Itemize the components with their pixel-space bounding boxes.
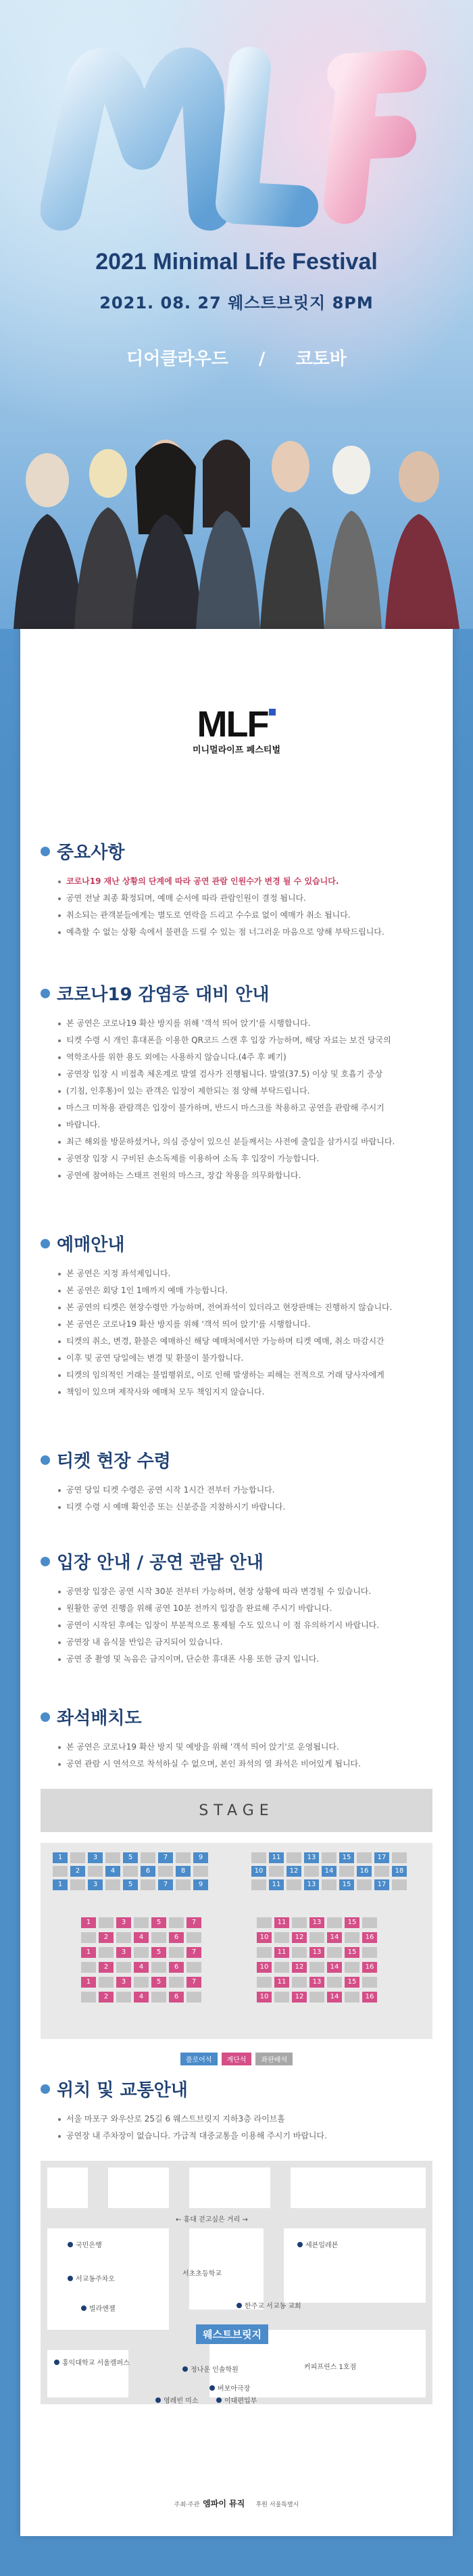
seat xyxy=(362,1947,377,1958)
seating-chart xyxy=(41,1789,432,2073)
seat xyxy=(392,1852,407,1863)
seat: 2 xyxy=(99,1932,114,1943)
seat xyxy=(274,1962,289,1973)
list-item: 티켓의 취소, 변경, 환불은 예매하신 해당 예매처에서만 가능하며 티켓 예매, 취소 마감시간 xyxy=(58,1333,432,1350)
seat xyxy=(176,1879,191,1890)
list-item: 공연 관람 시 연석으로 착석하실 수 없으며, 본인 좌석의 열 좌석은 비어있게 됩니다. xyxy=(58,1756,432,1773)
seat xyxy=(257,1947,272,1958)
section-title: 티켓 현장 수령 xyxy=(57,1451,171,1472)
list-item: 본 공연은 코로나19 확산 방지 및 예방을 위해 '객석 띄어 앉기'로 운영됩니다. xyxy=(58,1739,432,1756)
seat: 6 xyxy=(169,1932,184,1943)
seat xyxy=(141,1852,155,1863)
seat: 6 xyxy=(169,1962,184,1973)
seat xyxy=(169,1947,184,1958)
seat: 13 xyxy=(304,1879,319,1890)
poi-hongik: 홍익대학교 서울캠퍼스 xyxy=(54,2357,130,2367)
seat: 7 xyxy=(186,1947,201,1958)
logo-subtitle: 미니멀라이프 페스티벌 xyxy=(192,745,281,755)
seat xyxy=(123,1866,138,1877)
legend-floor: 플로어석 xyxy=(180,2053,218,2065)
seat: 3 xyxy=(116,1947,131,1958)
artist-divider: / xyxy=(258,349,266,369)
seat: 11 xyxy=(274,1947,289,1958)
seat xyxy=(322,1879,337,1890)
seat xyxy=(309,1962,324,1973)
section-title: 예매안내 xyxy=(57,1235,125,1255)
section-bullet-icon xyxy=(41,2084,50,2094)
seat xyxy=(287,1852,301,1863)
poi-academy: 정나운 인솔학원 xyxy=(182,2364,239,2374)
seat xyxy=(287,1879,301,1890)
artist-1: 디어클라우드 xyxy=(126,349,228,369)
seat: 13 xyxy=(304,1852,319,1863)
section-bullet-icon xyxy=(41,989,50,998)
seat: 3 xyxy=(88,1852,103,1863)
location-map xyxy=(41,2161,432,2411)
list-item: 공연장 내 음식물 반입은 금지되어 있습니다. xyxy=(58,1634,432,1651)
map-top-label: ← 홍대 걷고싶은 거리 → xyxy=(176,2216,248,2224)
seat xyxy=(88,1866,103,1877)
seat xyxy=(81,1932,96,1943)
seat xyxy=(274,1992,289,2003)
list-item: 바랍니다. xyxy=(58,1117,432,1133)
seat xyxy=(274,1932,289,1943)
seat xyxy=(141,1879,155,1890)
legend-blocked: 좌판배석 xyxy=(255,2053,293,2065)
section-booking xyxy=(41,1231,432,1401)
list-item: 공연에 참여하는 스태프 전원의 마스크, 장갑 착용을 의무화합니다. xyxy=(58,1167,432,1184)
seat xyxy=(292,1947,307,1958)
list-item: 공연 중 촬영 및 녹음은 금지이며, 단순한 휴대폰 사용 또한 금지 입니다. xyxy=(58,1651,432,1668)
seat xyxy=(292,1977,307,1988)
list-item: 이후 및 공연 당일에는 변경 및 환불이 불가합니다. xyxy=(58,1350,432,1367)
seat xyxy=(357,1852,372,1863)
seat xyxy=(81,1992,96,2003)
section-bullet-icon xyxy=(41,847,50,856)
seat: 16 xyxy=(362,1992,377,2003)
seat: 3 xyxy=(116,1917,131,1928)
list-item: 본 공연은 지정 좌석제입니다. xyxy=(58,1265,432,1282)
seat: 7 xyxy=(158,1852,173,1863)
list-item: (기침, 인후통)이 있는 관객은 입장이 제한되는 점 양해 부탁드립니다. xyxy=(58,1083,432,1100)
seat xyxy=(322,1852,337,1863)
list-item: 서울 마포구 와우산로 25길 6 웨스트브릿지 지하3층 라이브홀 xyxy=(58,2111,432,2128)
seat xyxy=(186,1932,201,1943)
festival-title: 2021 Minimal Life Festival xyxy=(95,249,378,275)
seat: 14 xyxy=(327,1992,342,2003)
mlf-3d-logo xyxy=(41,20,432,237)
section-title: 중요사항 xyxy=(57,843,125,863)
entry-list xyxy=(41,1583,432,1668)
seat: 5 xyxy=(123,1852,138,1863)
seat: 10 xyxy=(257,1932,272,1943)
seat xyxy=(169,1917,184,1928)
seat: 15 xyxy=(339,1852,354,1863)
important-list xyxy=(41,873,432,941)
info-card xyxy=(20,629,453,2536)
poi-kookmin: 국민은행 xyxy=(68,2239,102,2249)
seat: 6 xyxy=(141,1866,155,1877)
seat xyxy=(151,1962,166,1973)
section-covid xyxy=(41,981,432,1184)
list-item: 공연장 입장 시 비접촉 체온계로 발열 검사가 진행됩니다. 발열(37.5) 이상 및 호흡기 증상 xyxy=(58,1066,432,1083)
location-list xyxy=(41,2111,432,2145)
section-pickup xyxy=(41,1447,432,1516)
list-item: 티켓의 임의적인 거래는 불법행위로, 이로 인해 발생하는 피해는 전적으로 거래 당사자에게 xyxy=(58,1367,432,1384)
seat: 1 xyxy=(81,1977,96,1988)
seat xyxy=(70,1879,85,1890)
seat xyxy=(309,1932,324,1943)
seat: 7 xyxy=(186,1917,201,1928)
list-item: 예측할 수 없는 상황 속에서 불편을 드릴 수 있는 점 너그러운 마음으로 양해 부탁드립니다. xyxy=(58,924,432,941)
seat xyxy=(151,1932,166,1943)
seat: 4 xyxy=(105,1866,120,1877)
seat xyxy=(257,1917,272,1928)
seat: 5 xyxy=(151,1977,166,1988)
seat: 12 xyxy=(287,1866,301,1877)
seat: 16 xyxy=(362,1932,377,1943)
poi-parking: 서교동주차오 xyxy=(68,2273,115,2283)
seat xyxy=(357,1879,372,1890)
list-item: 티켓 수령 시 예매 확인증 또는 신분증을 지참하시기 바랍니다. xyxy=(58,1499,432,1516)
seat: 9 xyxy=(193,1852,208,1863)
seat-legend xyxy=(41,2053,432,2065)
seat xyxy=(251,1852,266,1863)
seat: 16 xyxy=(357,1866,372,1877)
list-item: 공연장 내 주차장이 없습니다. 가급적 대중교통을 이용해 주시기 바랍니다. xyxy=(58,2128,432,2145)
seat xyxy=(158,1866,173,1877)
seat xyxy=(339,1866,354,1877)
seating-list xyxy=(41,1739,432,1773)
seat: 13 xyxy=(309,1947,324,1958)
seat xyxy=(70,1852,85,1863)
list-item: 공연이 시작된 후에는 입장이 부분적으로 통제될 수도 있으니 이 점 유의하기시 바랍니다. xyxy=(58,1617,432,1634)
seat: 5 xyxy=(151,1947,166,1958)
seat: 1 xyxy=(81,1917,96,1928)
seat: 15 xyxy=(345,1917,359,1928)
seat xyxy=(392,1879,407,1890)
venue-marker: 웨스트브릿지 xyxy=(196,2324,268,2344)
seat xyxy=(327,1917,342,1928)
section-title: 코로나19 감염증 대비 안내 xyxy=(57,985,270,1005)
section-seating xyxy=(41,1704,432,2073)
list-item: 취소되는 관객분들에게는 별도로 연락을 드리고 수수료 없이 예매가 취소 됩니다. xyxy=(58,907,432,924)
section-entry xyxy=(41,1549,432,1668)
section-bullet-icon xyxy=(41,1239,50,1248)
seat: 1 xyxy=(53,1879,68,1890)
seat xyxy=(134,1917,149,1928)
seat xyxy=(374,1866,389,1877)
list-item: 본 공연의 티켓은 현장수령만 가능하며, 전여좌석이 있더라고 현장판매는 진행하지 않습니다. xyxy=(58,1299,432,1316)
seat xyxy=(362,1977,377,1988)
seat: 2 xyxy=(99,1962,114,1973)
seat: 6 xyxy=(169,1992,184,2003)
section-important xyxy=(41,839,432,941)
booking-list xyxy=(41,1265,432,1401)
seat: 4 xyxy=(134,1992,149,2003)
poi-church: 한주교 서교동 교회 xyxy=(236,2300,301,2310)
section-title: 위치 및 교통안내 xyxy=(57,2080,188,2101)
seat xyxy=(269,1866,284,1877)
section-bullet-icon xyxy=(41,1712,50,1722)
seat: 1 xyxy=(53,1852,68,1863)
seat: 9 xyxy=(193,1879,208,1890)
poi-theater: 버보아극장 xyxy=(209,2383,250,2393)
seat xyxy=(99,1977,114,1988)
seat xyxy=(99,1917,114,1928)
seat: 5 xyxy=(123,1879,138,1890)
poi-school: 서초초등학교 xyxy=(182,2270,222,2278)
seat-map xyxy=(41,1843,432,2039)
seat: 14 xyxy=(327,1932,342,1943)
seat: 2 xyxy=(99,1992,114,2003)
seat xyxy=(105,1879,120,1890)
seat xyxy=(134,1977,149,1988)
seat xyxy=(257,1977,272,1988)
seat: 14 xyxy=(327,1962,342,1973)
list-item: 본 공연은 회당 1인 1매까지 예매 가능합니다. xyxy=(58,1282,432,1299)
artist-group-photo xyxy=(0,379,473,629)
seat xyxy=(151,1992,166,2003)
poi-edu: 이대편입부 xyxy=(216,2395,257,2405)
list-item: 역학조사를 위한 용도 외에는 사용하지 않습니다.(4주 후 폐기) xyxy=(58,1049,432,1066)
section-title: 입장 안내 / 공연 관람 안내 xyxy=(57,1553,264,1573)
seat xyxy=(193,1866,208,1877)
list-item: 최근 해외를 방문하셨거나, 의심 증상이 있으신 분들께서는 사전에 출입을 삼가시길 바랍니다. xyxy=(58,1133,432,1150)
seat: 10 xyxy=(251,1866,266,1877)
poi-coffee-prince: 커피프린스 1호점 xyxy=(304,2364,357,2371)
seat xyxy=(345,1992,359,2003)
seat: 10 xyxy=(257,1992,272,2003)
seat: 15 xyxy=(345,1977,359,1988)
seat xyxy=(345,1962,359,1973)
seat xyxy=(309,1992,324,2003)
seat xyxy=(81,1962,96,1973)
seat: 12 xyxy=(292,1932,307,1943)
seat xyxy=(186,1962,201,1973)
seat: 17 xyxy=(374,1879,389,1890)
seat xyxy=(53,1866,68,1877)
poi-villa: 빌라엔젤 xyxy=(81,2303,116,2313)
seat: 11 xyxy=(269,1852,284,1863)
seat: 1 xyxy=(81,1947,96,1958)
list-item: 마스크 미착용 관람객은 입장이 불가하며, 반드시 마스크를 착용하고 공연을 관람해 주시기 xyxy=(58,1100,432,1117)
seat: 3 xyxy=(116,1977,131,1988)
seat: 11 xyxy=(274,1917,289,1928)
poi-mpyeon: 영레빈 미소 xyxy=(155,2395,198,2405)
seat: 7 xyxy=(158,1879,173,1890)
seat xyxy=(176,1852,191,1863)
poi-seven-eleven: 세븐일레븐 xyxy=(297,2239,338,2249)
seat: 10 xyxy=(257,1962,272,1973)
seat xyxy=(327,1977,342,1988)
seat: 15 xyxy=(345,1947,359,1958)
seat: 14 xyxy=(322,1866,337,1877)
card-footer: 주최·주관 엠파이 뮤직 후원 서울특별시 xyxy=(174,2499,299,2508)
seat: 4 xyxy=(134,1962,149,1973)
mlf-logo xyxy=(20,703,453,755)
seat xyxy=(116,1932,131,1943)
seat xyxy=(304,1866,319,1877)
seat xyxy=(116,1992,131,2003)
hero-banner xyxy=(0,0,473,629)
map-area xyxy=(41,2161,432,2404)
seat: 11 xyxy=(269,1879,284,1890)
seat xyxy=(134,1947,149,1958)
artist-2: 코토바 xyxy=(295,349,347,369)
stage-label: STAGE xyxy=(41,1789,432,1832)
seat xyxy=(345,1932,359,1943)
seat: 16 xyxy=(362,1962,377,1973)
seat xyxy=(362,1917,377,1928)
seat: 4 xyxy=(134,1932,149,1943)
seat: 12 xyxy=(292,1992,307,2003)
seat: 3 xyxy=(88,1879,103,1890)
seat: 11 xyxy=(274,1977,289,1988)
list-item: 본 공연은 코로나19 확산 방지를 위해 '객석 띄어 앉기'를 시행합니다. xyxy=(58,1015,432,1032)
seat xyxy=(116,1962,131,1973)
pickup-list xyxy=(41,1482,432,1516)
logo-text: MLF xyxy=(197,704,268,745)
list-item: 공연장 입장 시 구비된 손소독제를 이용하여 소독 후 입장이 가능합니다. xyxy=(58,1150,432,1167)
seat: 15 xyxy=(339,1879,354,1890)
seat xyxy=(169,1977,184,1988)
host-name: 엠파이 뮤직 xyxy=(203,2499,245,2508)
seat: 17 xyxy=(374,1852,389,1863)
section-bullet-icon xyxy=(41,1455,50,1465)
seat: 13 xyxy=(309,1917,324,1928)
seat: 8 xyxy=(176,1866,191,1877)
covid-list xyxy=(41,1015,432,1184)
list-item: 책임이 있으며 제작사와 예매처 모두 책임지지 않습니다. xyxy=(58,1384,432,1401)
list-item: 코로나19 재난 상황의 단계에 따라 공연 관람 인원수가 변경 될 수 있습니다. xyxy=(58,873,432,890)
list-item: 공연장 입장은 공연 시작 30분 전부터 가능하며, 현장 상황에 따라 변경될 수 있습니다. xyxy=(58,1583,432,1600)
section-title: 좌석배치도 xyxy=(57,1708,142,1729)
seat: 13 xyxy=(309,1977,324,1988)
artist-lineup xyxy=(0,345,473,370)
seat xyxy=(186,1992,201,2003)
list-item: 공연 당일 티켓 수령은 공연 시작 1시간 전부터 가능합니다. xyxy=(58,1482,432,1499)
seat xyxy=(251,1879,266,1890)
seat xyxy=(292,1917,307,1928)
seat: 7 xyxy=(186,1977,201,1988)
list-item: 공연 전날 최종 확정되며, 예매 순서에 따라 관람인원이 결정 됩니다. xyxy=(58,890,432,907)
sponsor-name: 서울특별시 xyxy=(269,2502,299,2508)
seat: 18 xyxy=(392,1866,407,1877)
seat: 5 xyxy=(151,1917,166,1928)
seat xyxy=(327,1947,342,1958)
list-item: 티켓 수령 시 개인 휴대폰을 이용한 QR코드 스캔 후 입장 가능하며, 해당 자료는 보건 당국의 xyxy=(58,1032,432,1049)
legend-stair: 계단석 xyxy=(222,2053,252,2065)
festival-date: 2021. 08. 27 웨스트브릿지 8PM xyxy=(99,294,374,312)
seat xyxy=(99,1947,114,1958)
seat: 2 xyxy=(70,1866,85,1877)
section-location xyxy=(41,2076,432,2411)
logo-dot-icon xyxy=(269,709,276,716)
seat: 12 xyxy=(292,1962,307,1973)
list-item: 본 공연은 코로나19 확산 방지를 위해 '객석 띄어 앉기'를 시행합니다. xyxy=(58,1316,432,1333)
list-item: 원활한 공연 진행을 위해 공연 10분 전까지 입장을 완료해 주시기 바랍니다. xyxy=(58,1600,432,1617)
section-bullet-icon xyxy=(41,1557,50,1566)
seat xyxy=(105,1852,120,1863)
